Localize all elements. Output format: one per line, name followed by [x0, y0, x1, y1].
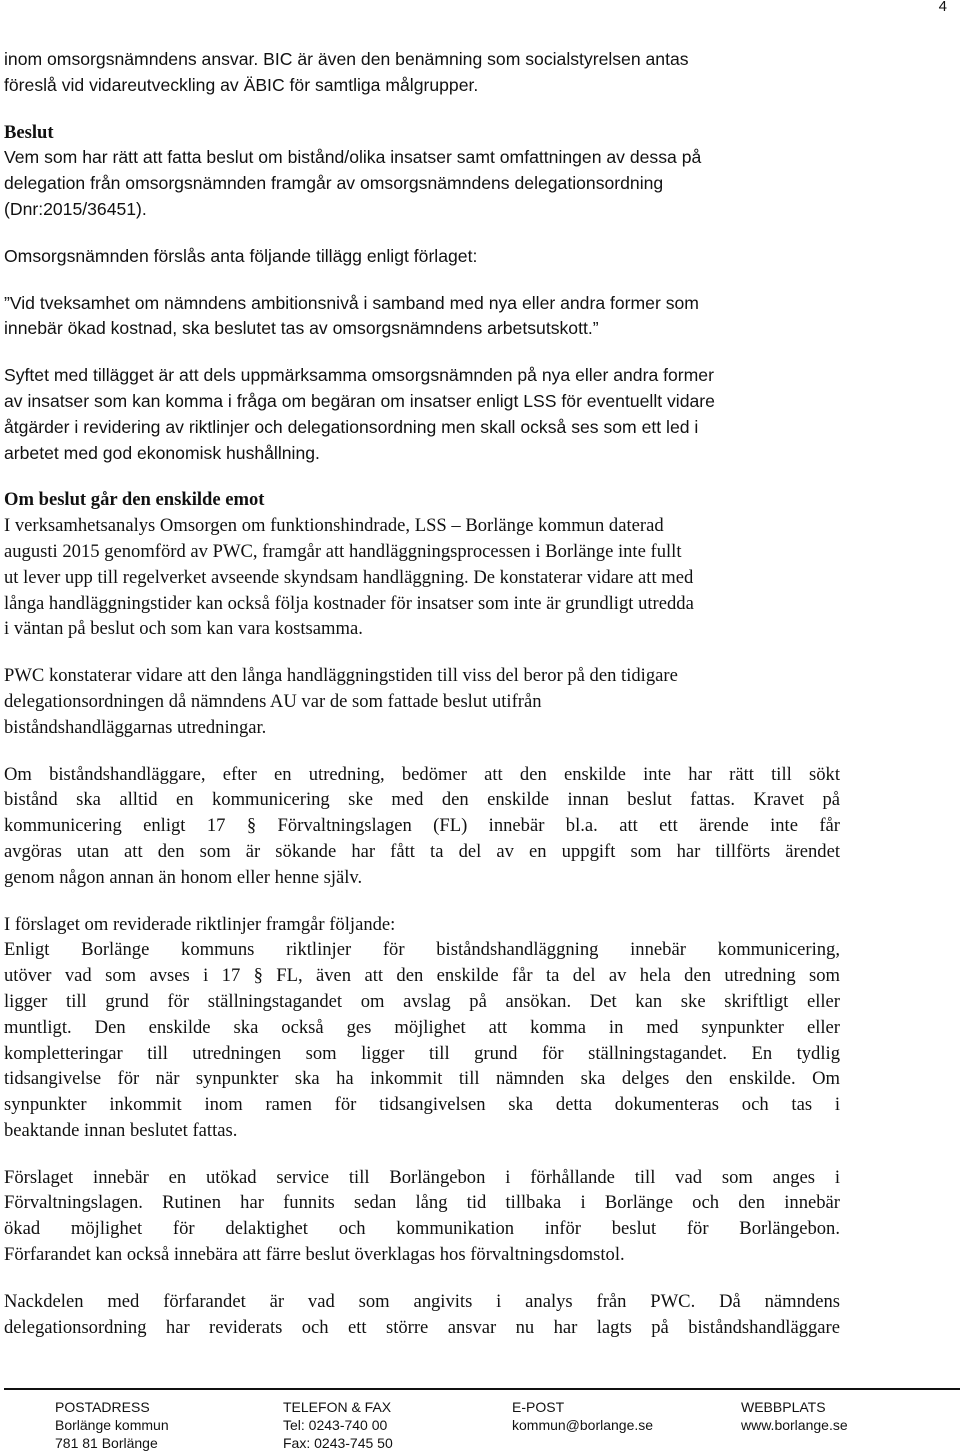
- text-line: åtgärder i revidering av riktlinjer och delegationsordning men skall också ses som ett led i: [4, 416, 699, 437]
- text-line: Förslaget innebär en utökad service till Borlängebon i förhållande till vad som anges i: [4, 1166, 840, 1188]
- text-line: inom omsorgsnämndens ansvar. BIC är även den benämning som socialstyrelsen antas: [4, 49, 689, 69]
- text-line: långa handläggningstider kan också följa kostnader för insatser som inte är grundligt utredda: [4, 592, 694, 614]
- footer-heading: E-POST: [512, 1399, 565, 1415]
- footer-phone-fax: [283, 1398, 393, 1452]
- text-line: delegation från omsorgsnämnden framgår av omsorgsnämndens delegationsordning: [4, 173, 664, 194]
- document-body: [4, 47, 840, 1340]
- text-line: Omsorgsnämnden förslås anta följande tillägg enligt förlaget:: [4, 245, 478, 266]
- paragraph-purpose: [4, 363, 840, 466]
- text-line: delegationsordning har reviderats och ett större ansvar nu har lagts på biståndshandläggare: [4, 1316, 840, 1338]
- text-line: Förvaltningslagen. Rutinen har funnits sedan lång tid tillbaka i Borlänge och den innebär: [4, 1192, 840, 1214]
- text-line: delegationsordningen då nämndens AU var de som fattade beslut utifrån: [4, 690, 542, 712]
- text-line: (Dnr:2015/36451).: [4, 198, 147, 219]
- text-line: i väntan på beslut och som kan vara kostsamma.: [4, 618, 363, 640]
- paragraph-drawback: [4, 1289, 840, 1341]
- section-heading: Om beslut går den enskilde emot: [4, 489, 265, 511]
- footer-line: Tel: 0243-740 00: [283, 1417, 388, 1433]
- footer-line: Borlänge kommun: [55, 1417, 169, 1433]
- text-line: föreslå vid vidareutveckling av ÄBIC för samtliga målgrupper.: [4, 74, 479, 95]
- text-line: beaktande innan beslutet fattas.: [4, 1119, 238, 1141]
- text-line: utöver vad som avses i 17 § FL, även att den enskilde får ta del av hela den utredning som: [4, 965, 840, 987]
- text-line: ökad möjlighet för delaktighet och kommunikation inför beslut för Borlängebon.: [4, 1218, 840, 1240]
- text-line: kompletteringar till utredningen som ligger till grund för ställningstagandet. En tydlig: [4, 1042, 840, 1064]
- text-line: avgöras utan att den som är sökande har fått ta del av en uppgift som har tillförts ärendet: [4, 840, 840, 862]
- text-line: augusti 2015 genomförd av PWC, framgår att handläggningsprocessen i Borlänge inte fullt: [4, 540, 682, 562]
- page-number: 4: [938, 0, 947, 15]
- footer-heading: WEBBPLATS: [741, 1399, 826, 1415]
- text-line: PWC konstaterar vidare att den långa handläggningstiden till viss del beror på den tidigare: [4, 665, 678, 687]
- text-line: I verksamhetsanalys Omsorgen om funktionshindrade, LSS – Borlänge kommun daterad: [4, 515, 664, 537]
- text-line: muntligt. Den enskilde ska också ges möjlighet att komma in med synpunkter eller: [4, 1016, 840, 1038]
- paragraph-proposal-quote: [4, 291, 840, 343]
- footer-website: [741, 1398, 848, 1434]
- text-line: synpunkter inkommit inom ramen för tidsangivelsen ska detta dokumenteras och tas i: [4, 1094, 840, 1116]
- text-line: biståndshandläggarnas utredningar.: [4, 716, 267, 738]
- text-line: genom någon annan än honom eller henne själv.: [4, 866, 363, 888]
- text-line: Enligt Borlänge kommuns riktlinjer för biståndshandläggning innebär kommunicering,: [4, 939, 840, 961]
- text-line: ligger till grund för ställningstagandet om avslag på ansökan. Det kan ske skriftligt eller: [4, 990, 840, 1012]
- text-line: Vem som har rätt att fatta beslut om bistånd/olika insatser samt omfattningen av dessa på: [4, 147, 702, 168]
- text-line: Nackdelen med förfarandet är vad som angivits i analys från PWC. Då nämndens: [4, 1290, 840, 1312]
- text-line: Syftet med tillägget är att dels uppmärksamma omsorgsnämnden på nya eller andra former: [4, 365, 714, 386]
- text-line: ut lever upp till regelverket avseende skyndsam handläggning. De konstaterar vidare att med: [4, 566, 694, 588]
- text-line: Om biståndshandläggare, efter en utredning, bedömer att den enskilde inte har rätt till sökt: [4, 763, 840, 785]
- footer-line: 781 81 Borlänge: [55, 1435, 158, 1451]
- paragraph-communication: [4, 762, 840, 891]
- footer-divider: [4, 1388, 960, 1390]
- section-beslut: [4, 120, 840, 146]
- footer-email: [512, 1398, 653, 1434]
- section-decision-against: [4, 487, 840, 642]
- paragraph-pwc: [4, 663, 840, 740]
- footer-email-link[interactable]: kommun@borlange.se: [512, 1417, 654, 1433]
- section-heading: Beslut: [4, 121, 54, 143]
- footer-heading: TELEFON & FAX: [283, 1399, 392, 1415]
- text-line: arbetet med god ekonomisk hushållning.: [4, 442, 320, 463]
- footer-line: Fax: 0243-745 50: [283, 1435, 393, 1451]
- paragraph-delegation: [4, 145, 840, 222]
- text-line: innebär ökad kostnad, ska beslutet tas av omsorgsnämndens arbetsutskott.”: [4, 318, 599, 339]
- text-line: bistånd ska alltid en kommunicering ske med den enskilde innan beslut fattas. Kravet på: [4, 789, 840, 811]
- paragraph-revised-guidelines: [4, 912, 840, 1144]
- text-line: Förfarandet kan också innebära att färre beslut överklagas hos förvaltningsdomstol.: [4, 1244, 625, 1266]
- paragraph-bic: [4, 47, 840, 99]
- paragraph-proposal-intro: [4, 244, 840, 270]
- text-line: kommunicering enligt 17 § Förvaltningslagen (FL) innebär bl.a. att ett ärende inte får: [4, 815, 840, 837]
- footer-postal-address: [55, 1398, 169, 1452]
- text-line: tidsangivelse för när synpunkter ska ha inkommit till nämnden ska delges den enskilde. Om: [4, 1068, 840, 1090]
- paragraph-service: [4, 1165, 840, 1268]
- footer-website-link[interactable]: www.borlange.se: [741, 1417, 848, 1433]
- footer-heading: POSTADRESS: [55, 1399, 150, 1415]
- text-line: av insatser som kan komma i fråga om begäran om insatser enligt LSS för eventuellt vidare: [4, 390, 715, 411]
- text-line: ”Vid tveksamhet om nämndens ambitionsnivå i samband med nya eller andra former som: [4, 292, 699, 313]
- text-line: I förslaget om reviderade riktlinjer framgår följande:: [4, 913, 396, 935]
